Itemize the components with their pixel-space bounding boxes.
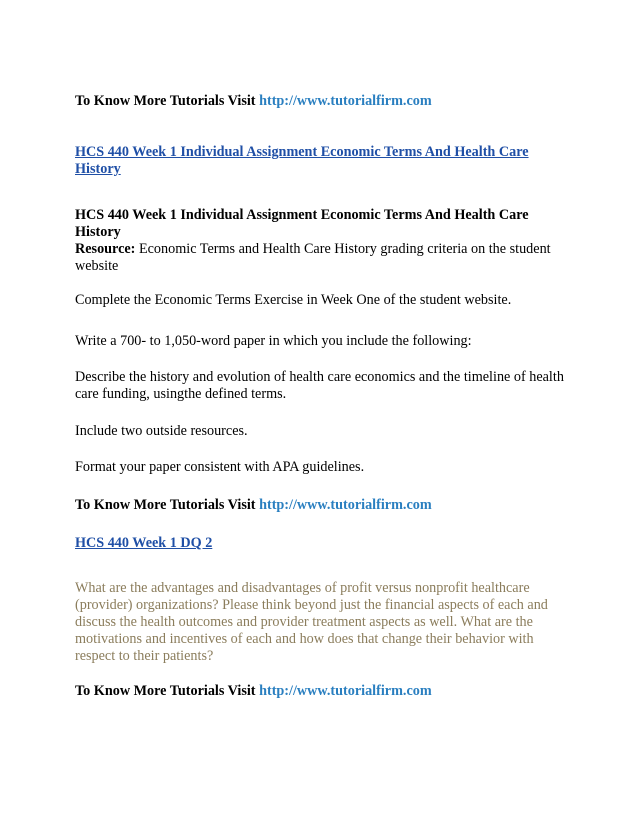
promo-url-link[interactable]: http://www.tutorialfirm.com <box>259 93 432 109</box>
promo-url-link[interactable]: http://www.tutorialfirm.com <box>259 497 432 513</box>
resource-label: Resource: <box>75 241 136 257</box>
dq2-title-link[interactable]: HCS 440 Week 1 DQ 2 <box>75 535 213 551</box>
dq2-question: What are the advantages and disadvantages of profit versus nonprofit healthcare (provider) organizations? Please think beyond just the financial aspects of each and discuss the health outcomes and provider treatment aspects as well. What are the motivations and incentives of each and how does that change their behavior with respect to their patients? <box>75 580 548 664</box>
resource-line <box>75 241 575 275</box>
assignment-details <box>75 207 575 275</box>
promo-label: To Know More Tutorials Visit <box>75 683 256 699</box>
assignment-heading: HCS 440 Week 1 Individual Assignment Economic Terms And Health Care History <box>75 207 529 240</box>
paragraph-describe: Describe the history and evolution of health care economics and the timeline of health care funding, usingthe defined terms. <box>75 369 564 402</box>
paragraph-include: Include two outside resources. <box>75 423 248 439</box>
assignment-title-link[interactable]: HCS 440 Week 1 Individual Assignment Economic Terms And Health Care History <box>75 144 529 177</box>
resource-text: Economic Terms and Health Care History grading criteria on the student website <box>75 241 551 274</box>
promo-line-middle <box>75 497 575 514</box>
paragraph-exercise: Complete the Economic Terms Exercise in Week One of the student website. <box>75 292 512 308</box>
promo-line-bottom <box>75 683 575 700</box>
promo-url-link[interactable]: http://www.tutorialfirm.com <box>259 683 432 699</box>
promo-line-top <box>75 93 575 110</box>
dq2-title-link-block <box>75 535 575 552</box>
paragraph-write: Write a 700- to 1,050-word paper in which you include the following: <box>75 333 472 349</box>
promo-label: To Know More Tutorials Visit <box>75 497 256 513</box>
assignment-title-link-block <box>75 144 575 178</box>
paragraph-format: Format your paper consistent with APA guidelines. <box>75 459 365 475</box>
promo-label: To Know More Tutorials Visit <box>75 93 256 109</box>
